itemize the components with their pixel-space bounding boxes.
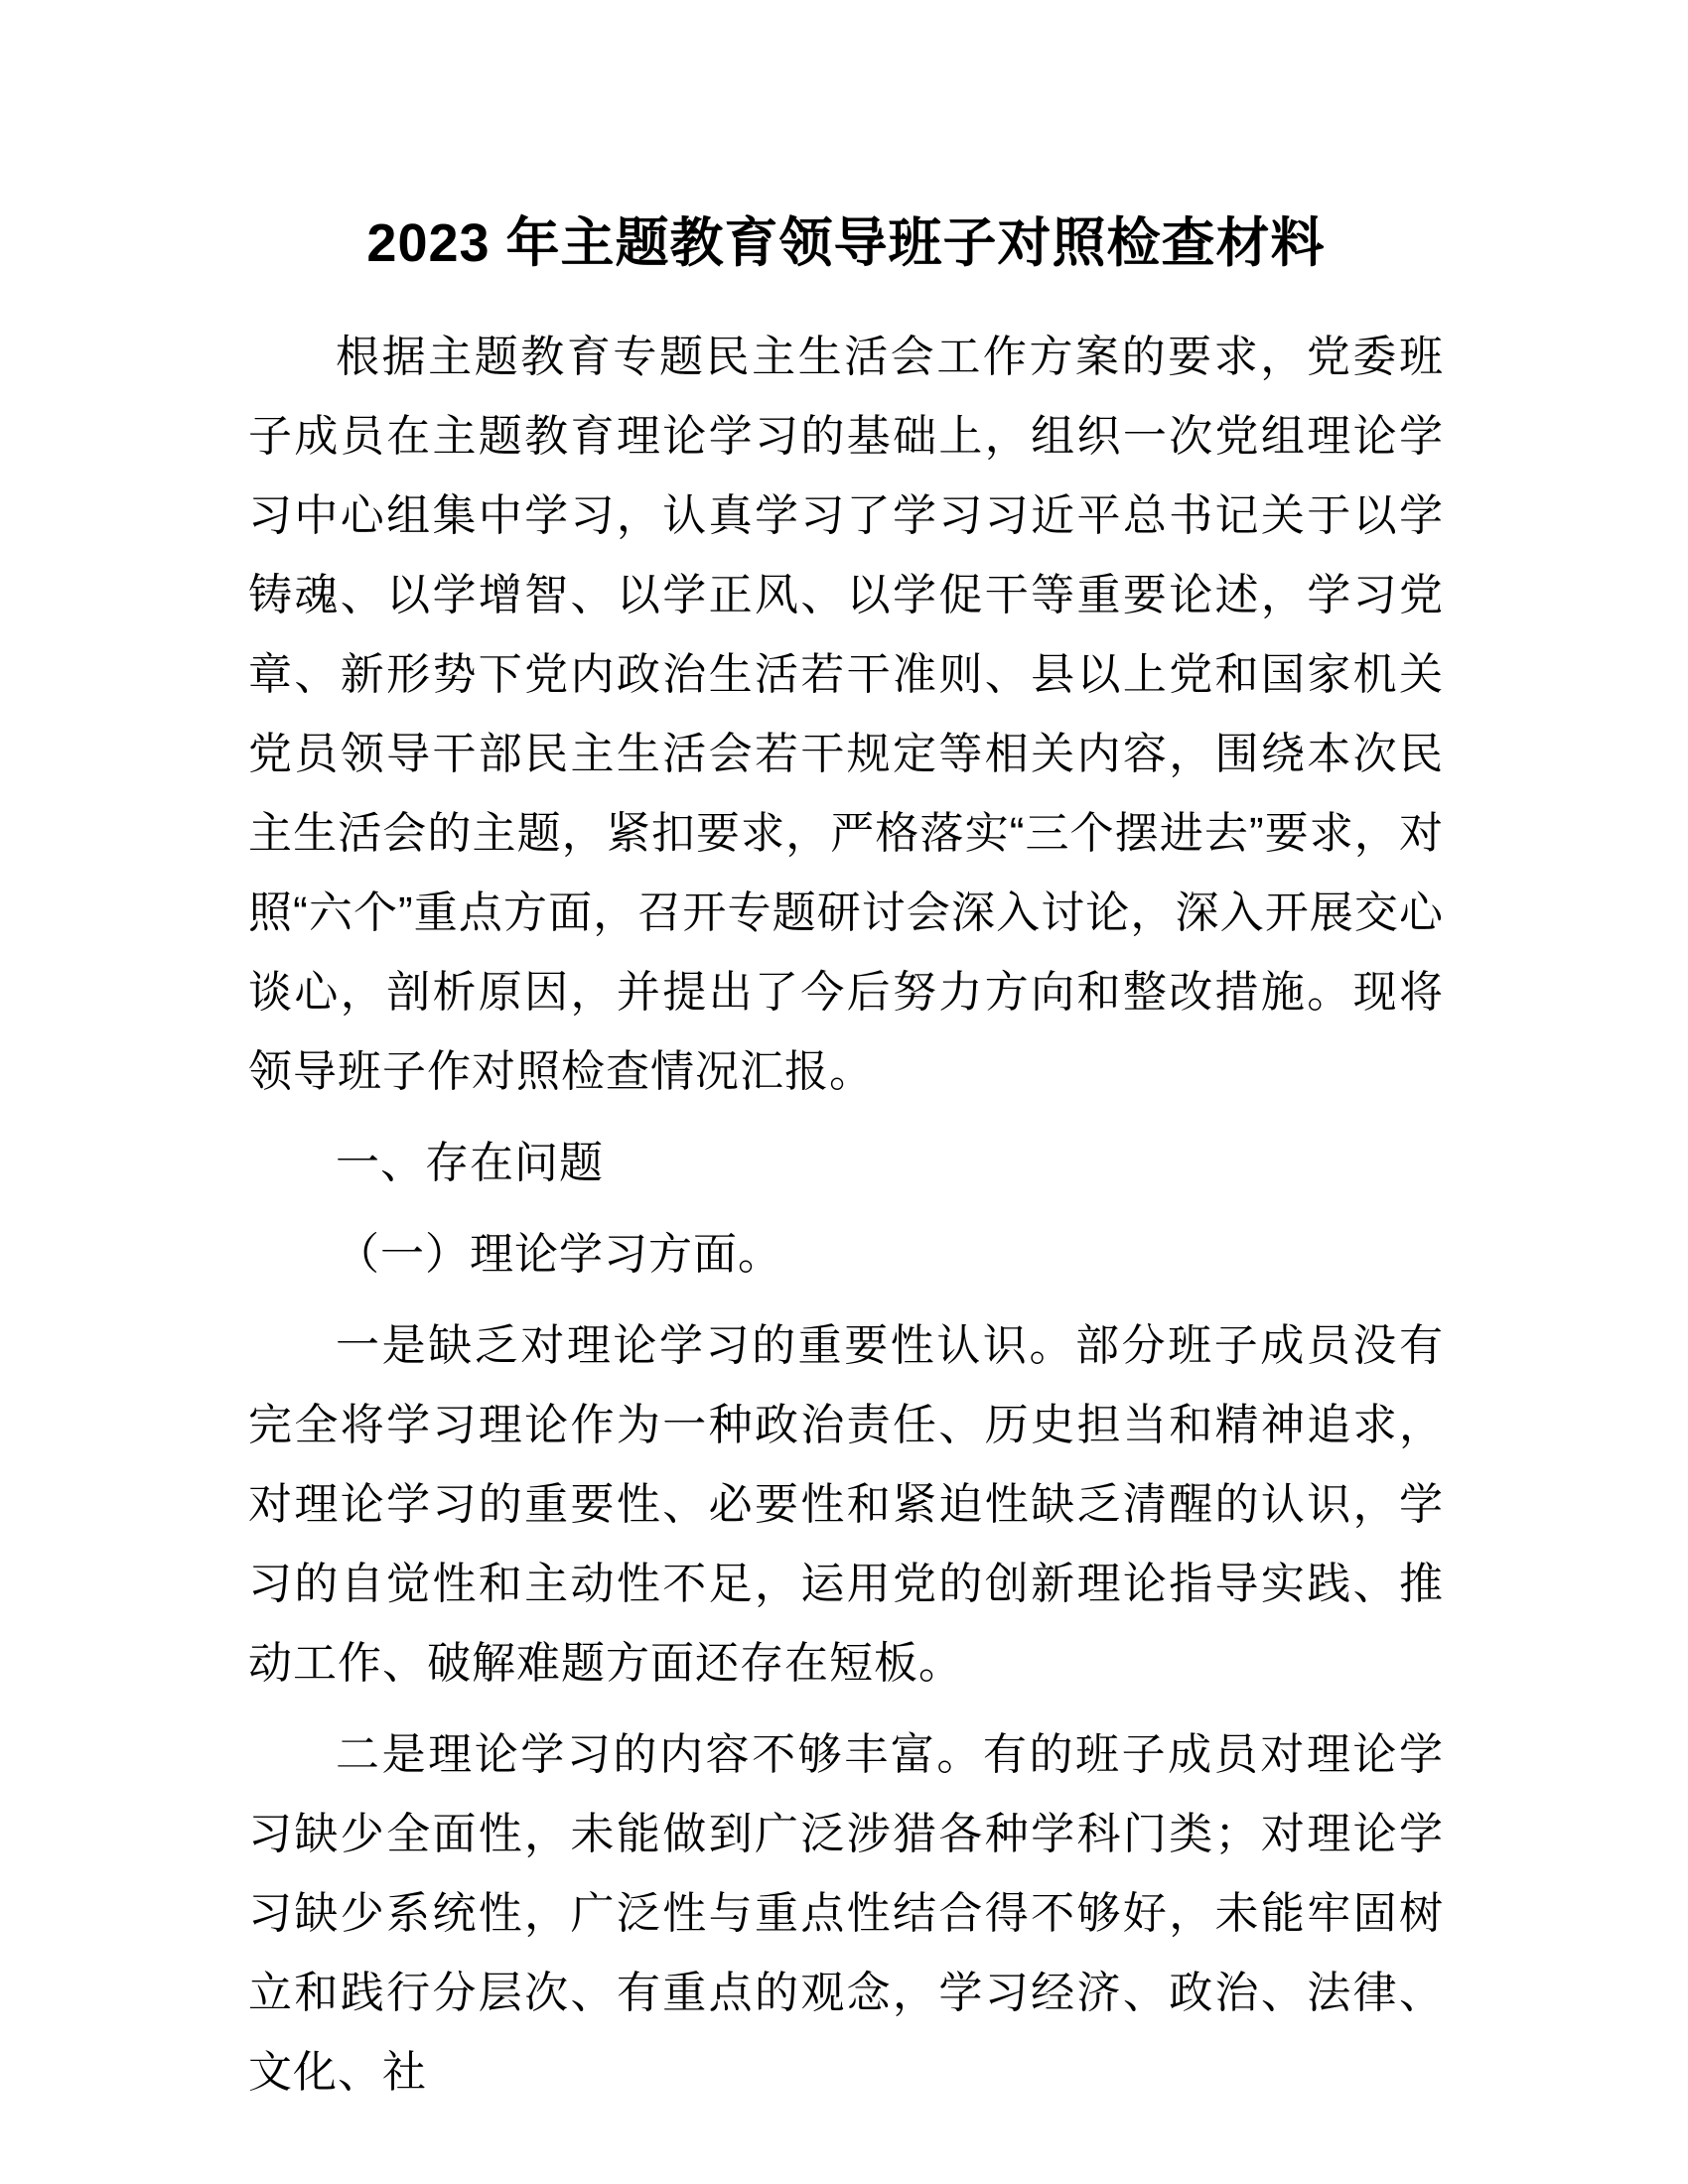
document-body	[248, 318, 1444, 2113]
paragraph: 一是缺乏对理论学习的重要性认识。部分班子成员没有完全将学习理论作为一种政治责任、历史担当和精神追求，对理论学习的重要性、必要性和紧迫性缺乏清醒的认识，学习的自觉性和主动性不足，运用党的创新理论指导实践、推动工作、破解难题方面还存在短板。	[248, 1321, 1444, 1688]
paragraph: 二是理论学习的内容不够丰富。有的班子成员对理论学习缺少全面性，未能做到广泛涉猎各种学科门类；对理论学习缺少系统性，广泛性与重点性结合得不够好，未能牢固树立和践行分层次、有重点的观念，学习经济、政治、法律、文化、社	[248, 1730, 1444, 2097]
paragraph: 根据主题教育专题民主生活会工作方案的要求，党委班子成员在主题教育理论学习的基础上，组织一次党组理论学习中心组集中学习，认真学习了学习习近平总书记关于以学铸魂、以学增智、以学正风、以学促干等重要论述，学习党章、新形势下党内政治生活若干准则、县以上党和国家机关党员领导干部民主生活会若干规定等相关内容，围绕本次民主生活会的主题，紧扣要求，严格落实“三个摆进去”要求，对照“六个”重点方面，召开专题研讨会深入讨论，深入开展交心谈心，剖析原因，并提出了今后努力方向和整改措施。现将领导班子作对照检查情况汇报。	[248, 333, 1444, 1096]
section-heading2: （一）理论学习方面。	[336, 1230, 782, 1279]
section-heading1: 一、存在问题	[336, 1139, 604, 1187]
document-title: 2023 年主题教育领导班子对照检查材料	[366, 213, 1326, 273]
